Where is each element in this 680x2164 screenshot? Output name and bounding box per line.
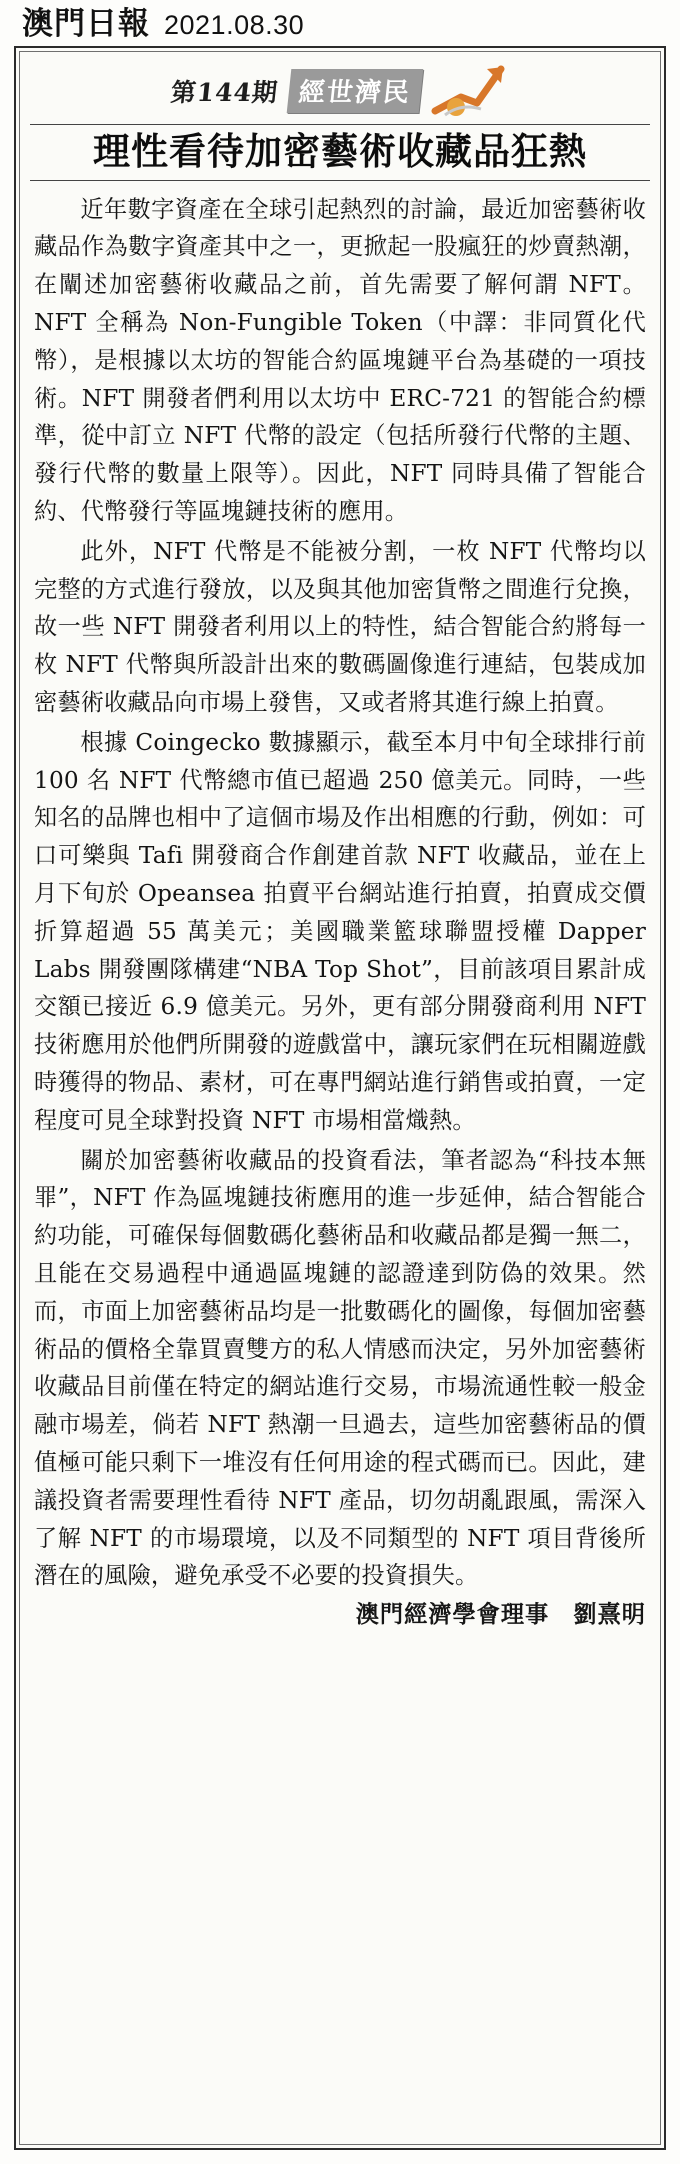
paragraph: 此外，NFT 代幣是不能被分割，一枚 NFT 代幣均以完整的方式進行發放，以及與其他加密貨幣之間進行兌換，故一些 NFT 開發者利用以上的特性，結合智能合約將每一枚 NFT 代幣與所設計出來的數碼圖像進行連結，包裝成加密藝術收藏品向市場上發售，又或者將其進行線上拍賣。 bbox=[34, 537, 646, 717]
column-name: 經世濟民 bbox=[286, 69, 423, 113]
page-title: 理性看待加密藝術收藏品狂熱 bbox=[93, 129, 587, 173]
headline-container bbox=[30, 124, 650, 181]
masthead bbox=[0, 0, 680, 44]
issue-number: 第144期 bbox=[169, 78, 280, 107]
publication-title: 澳門日報 bbox=[22, 6, 150, 42]
article-frame bbox=[14, 46, 666, 2150]
paragraph: 根據 Coingecko 數據顯示，截至本月中旬全球排行前 100 名 NFT 代幣總市值已超過 250 億美元。同時，一些知名的品牌也相中了這個市場及作出相應的行動，例如：可口可樂與 Tafi 開發商合作創建首款 NFT 收藏品，並在上月下旬於 Opeansea 拍賣平台網站進行拍賣，拍賣成交價折算超過 55 萬美元；美國職業籃球聯盟授權 Dapper Labs 開發團隊構建“NBA Top Shot”，目前該項目累計成交額已接近 6.9 億美元。另外，更有部分開發商利用 NFT 技術應用於他們所開發的遊戲當中，讓玩家們在玩相關遊戲時獲得的物品、素材，可在專門網站進行銷售或拍賣，一定程度可見全球對投資 NFT 市場相當熾熱。 bbox=[34, 728, 646, 1134]
article-body bbox=[34, 191, 646, 1633]
author-byline: 澳門經濟學會理事 劉熹明 bbox=[355, 1601, 646, 1629]
column-banner bbox=[28, 60, 652, 122]
rising-arrow-chart-icon bbox=[431, 63, 509, 119]
publication-date: 2021.08.30 bbox=[164, 10, 305, 40]
paragraph: 近年數字資產在全球引起熱烈的討論，最近加密藝術收藏品作為數字資產其中之一，更掀起一股瘋狂的炒賣熱潮，在闡述加密藝術收藏品之前，首先需要了解何謂 NFT。NFT 全稱為 Non-Fungible Token（中譯：非同質化代幣），是根據以太坊的智能合約區塊鏈平台為基礎的一項技術。NFT 開發者們利用以太坊中 ERC-721 的智能合約標準，從中訂立 NFT 代幣的設定（包括所發行代幣的主題、發行代幣的數量上限等）。因此，NFT 同時具備了智能合約、代幣發行等區塊鏈技術的應用。 bbox=[34, 195, 646, 526]
paragraph: 關於加密藝術收藏品的投資看法，筆者認為“科技本無罪”，NFT 作為區塊鏈技術應用的進一步延伸，結合智能合約功能，可確保每個數碼化藝術品和收藏品都是獨一無二，且能在交易過程中通過區塊鏈的認證達到防偽的效果。然而，市面上加密藝術品均是一批數碼化的圖像，每個加密藝術品的價格全靠買賣雙方的私人情感而決定，另外加密藝術收藏品目前僅在特定的網站進行交易，市場流通性較一般金融市場差，倘若 NFT 熱潮一旦過去，這些加密藝術品的價值極可能只剩下一堆沒有任何用途的程式碼而已。因此，建議投資者需要理性看待 NFT 產品，切勿胡亂跟風，需深入了解 NFT 的市場環境，以及不同類型的 NFT 項目背後所潛在的風險，避免承受不必要的投資損失。 bbox=[34, 1146, 646, 1590]
